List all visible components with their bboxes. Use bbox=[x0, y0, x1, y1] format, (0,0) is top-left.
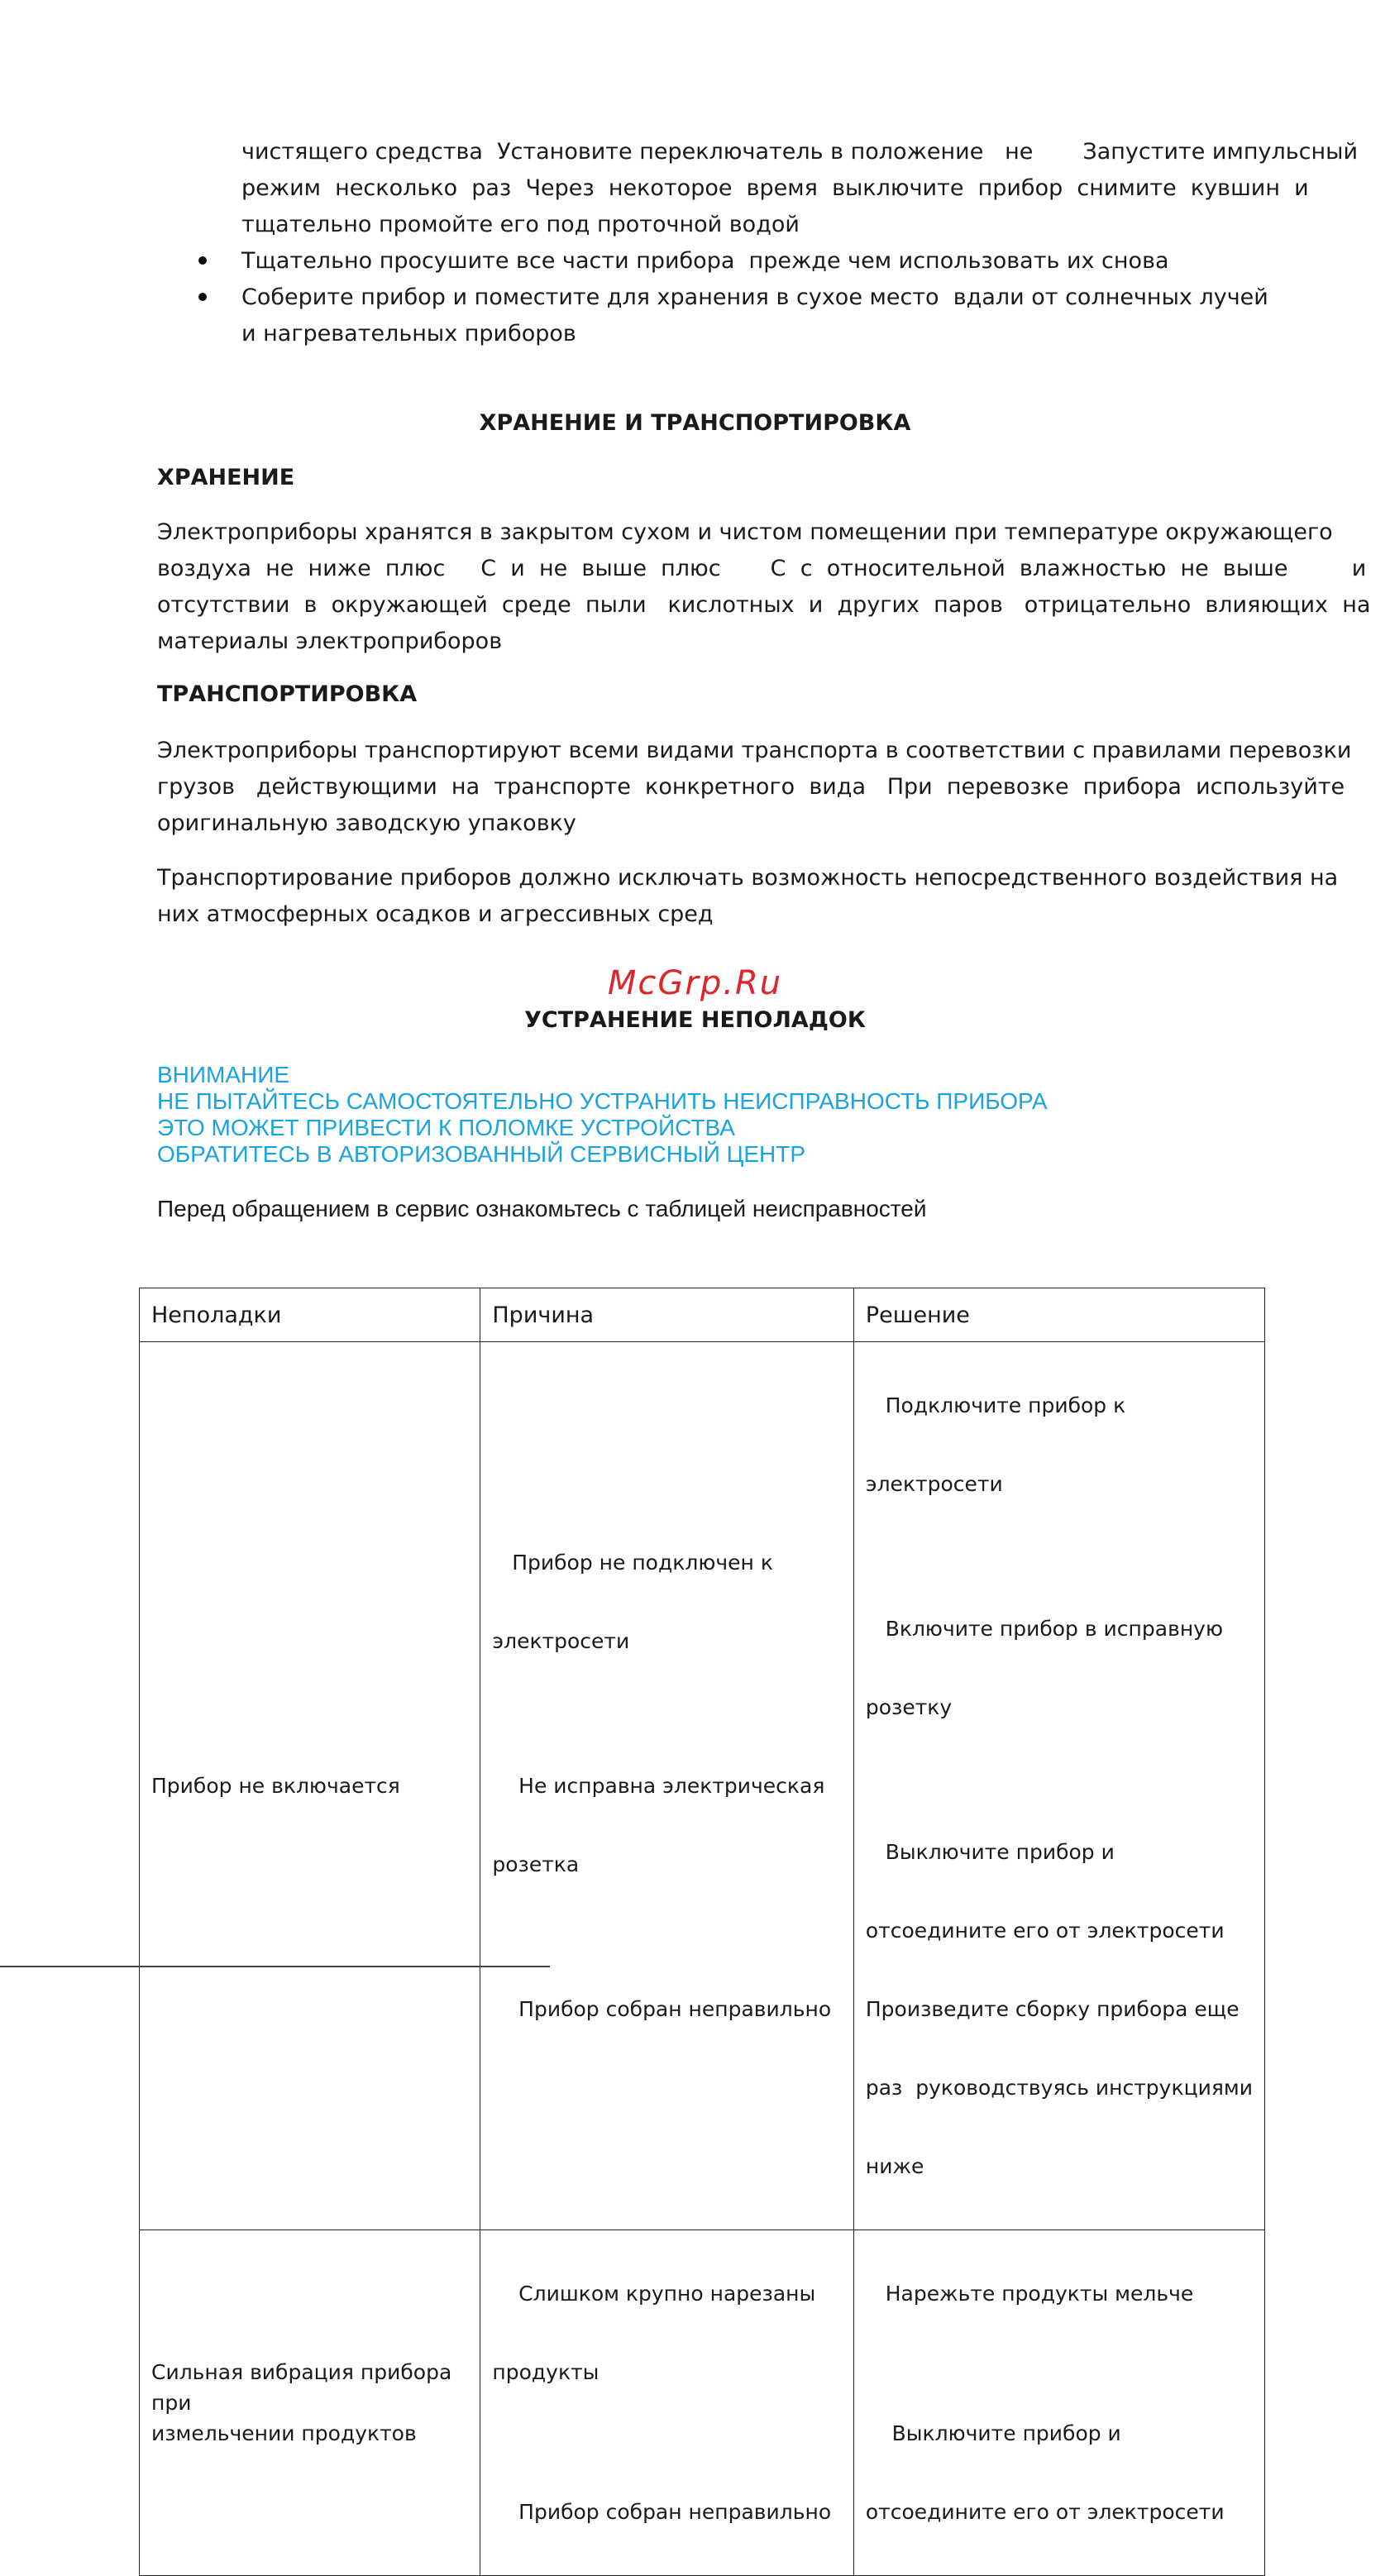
storage-line-3: отсутствии в окружающей среде пыли кислотных и других паров отрицательно влияющих на bbox=[157, 592, 1371, 618]
table-row bbox=[140, 2230, 1265, 2576]
storage-line-2: воздуха не ниже плюс С и не выше плюс С с относительной влажностью не выше и bbox=[157, 556, 1367, 581]
storage-transport-title: ХРАНЕНИЕ И ТРАНСПОРТИРОВКА bbox=[479, 410, 911, 436]
cleaning-line-1: чистящего средства Установите переключатель в положение не Запустите импульсный bbox=[241, 139, 1359, 165]
cause-text: розетка bbox=[492, 1852, 580, 1876]
solution-text: Включите прибор в исправную bbox=[865, 1617, 1224, 1641]
cause-text: Прибор не подключен к bbox=[492, 1551, 773, 1575]
solution-text: Выключите прибор и bbox=[865, 2421, 1121, 2445]
storage-line-4: материалы электроприборов bbox=[157, 628, 503, 654]
troubleshooting-title: УСТРАНЕНИЕ НЕПОЛАДОК bbox=[524, 1007, 866, 1033]
cause-text: Прибор собран неправильно bbox=[492, 1997, 832, 2021]
service-note: Перед обращением в сервис ознакомьтесь с таблицей неисправностей bbox=[157, 1196, 927, 1221]
faults-table bbox=[139, 1288, 1265, 2576]
cause-cell bbox=[480, 2230, 853, 2576]
cause-text: Прибор собран неправильно bbox=[492, 2500, 832, 2524]
cause-text: продукты bbox=[492, 2360, 599, 2384]
table-row bbox=[140, 1342, 1265, 2230]
table-header-row bbox=[140, 1288, 1265, 1342]
bullet-dot-icon bbox=[198, 256, 207, 265]
solution-text: Произведите сборку прибора еще bbox=[865, 1997, 1240, 2021]
storage-line-1: Электроприборы хранятся в закрытом сухом и чистом помещении при температуре окружающего bbox=[157, 519, 1333, 545]
bullet-item-dry: Тщательно просушите все части прибора прежде чем использовать их снова bbox=[241, 248, 1169, 274]
transport-line-1: Электроприборы транспортируют всеми видами транспорта в соответствии с правилами перевозки bbox=[157, 738, 1352, 763]
problem-cell bbox=[140, 1342, 480, 2230]
cause-text: электросети bbox=[492, 1629, 630, 1653]
bullet-item-store-line-1: Соберите прибор и поместите для хранения в сухое место вдали от солнечных лучей bbox=[241, 284, 1268, 310]
cause-cell bbox=[480, 1342, 853, 2230]
problem-text: Прибор не включается bbox=[151, 1774, 400, 1798]
solution-text: ниже bbox=[865, 2154, 924, 2178]
solution-text: Нарежьте продукты мельче bbox=[865, 2282, 1194, 2306]
header-cause: Причина bbox=[480, 1288, 853, 1342]
solution-text: Выключите прибор и bbox=[865, 1840, 1115, 1864]
solution-text: отсоедините его от электросети bbox=[865, 1919, 1225, 1943]
solution-text: отсоедините его от электросети bbox=[865, 2500, 1225, 2524]
warning-line-4: ОБРАТИТЕСЬ В АВТОРИЗОВАННЫЙ СЕРВИСНЫЙ ЦЕНТР bbox=[157, 1141, 806, 1167]
solution-text: раз руководствуясь инструкциями bbox=[865, 2076, 1253, 2100]
header-solution: Решение bbox=[853, 1288, 1264, 1342]
problem-text: измельчении продуктов bbox=[151, 2421, 417, 2445]
bullet-item-store-line-2: и нагревательных приборов bbox=[241, 321, 576, 346]
cleaning-line-3: тщательно промойте его под проточной водой bbox=[241, 212, 800, 237]
solution-text: Подключите прибор к bbox=[865, 1393, 1126, 1417]
solution-text: электросети bbox=[865, 1472, 1003, 1496]
transport-line-2: грузов действующими на транспорте конкретного вида При перевозке прибора используйте bbox=[157, 774, 1345, 800]
problem-cell bbox=[140, 2230, 480, 2576]
transport-heading: ТРАНСПОРТИРОВКА bbox=[157, 681, 418, 707]
transport2-line-2: них атмосферных осадков и агрессивных сред bbox=[157, 901, 714, 927]
cause-text: Не исправна электрическая bbox=[492, 1774, 825, 1798]
cause-text: Слишком крупно нарезаны bbox=[492, 2282, 816, 2306]
transport-line-3: оригинальную заводскую упаковку bbox=[157, 810, 576, 836]
transport2-line-1: Транспортирование приборов должно исключать возможность непосредственного воздействия на bbox=[157, 865, 1339, 891]
warning-line-3: ЭТО МОЖЕТ ПРИВЕСТИ К ПОЛОМКЕ УСТРОЙСТВА bbox=[157, 1115, 735, 1140]
warning-line-1: ВНИМАНИЕ bbox=[157, 1062, 290, 1087]
problem-text: Сильная вибрация прибора при bbox=[151, 2360, 452, 2415]
solution-cell bbox=[853, 1342, 1264, 2230]
bullet-dot-icon bbox=[198, 293, 207, 301]
watermark-logo: McGrp.Ru bbox=[607, 964, 783, 1002]
storage-heading: ХРАНЕНИЕ bbox=[157, 465, 295, 490]
header-problem: Неполадки bbox=[140, 1288, 480, 1342]
cleaning-line-2: режим несколько раз Через некоторое время выключите прибор снимите кувшин и bbox=[241, 175, 1309, 201]
warning-line-2: НЕ ПЫТАЙТЕСЬ САМОСТОЯТЕЛЬНО УСТРАНИТЬ НЕИСПРАВНОСТЬ ПРИБОРА bbox=[157, 1088, 1048, 1114]
footer-divider bbox=[0, 1966, 550, 1967]
solution-cell bbox=[853, 2230, 1264, 2576]
solution-text: розетку bbox=[865, 1695, 953, 1719]
